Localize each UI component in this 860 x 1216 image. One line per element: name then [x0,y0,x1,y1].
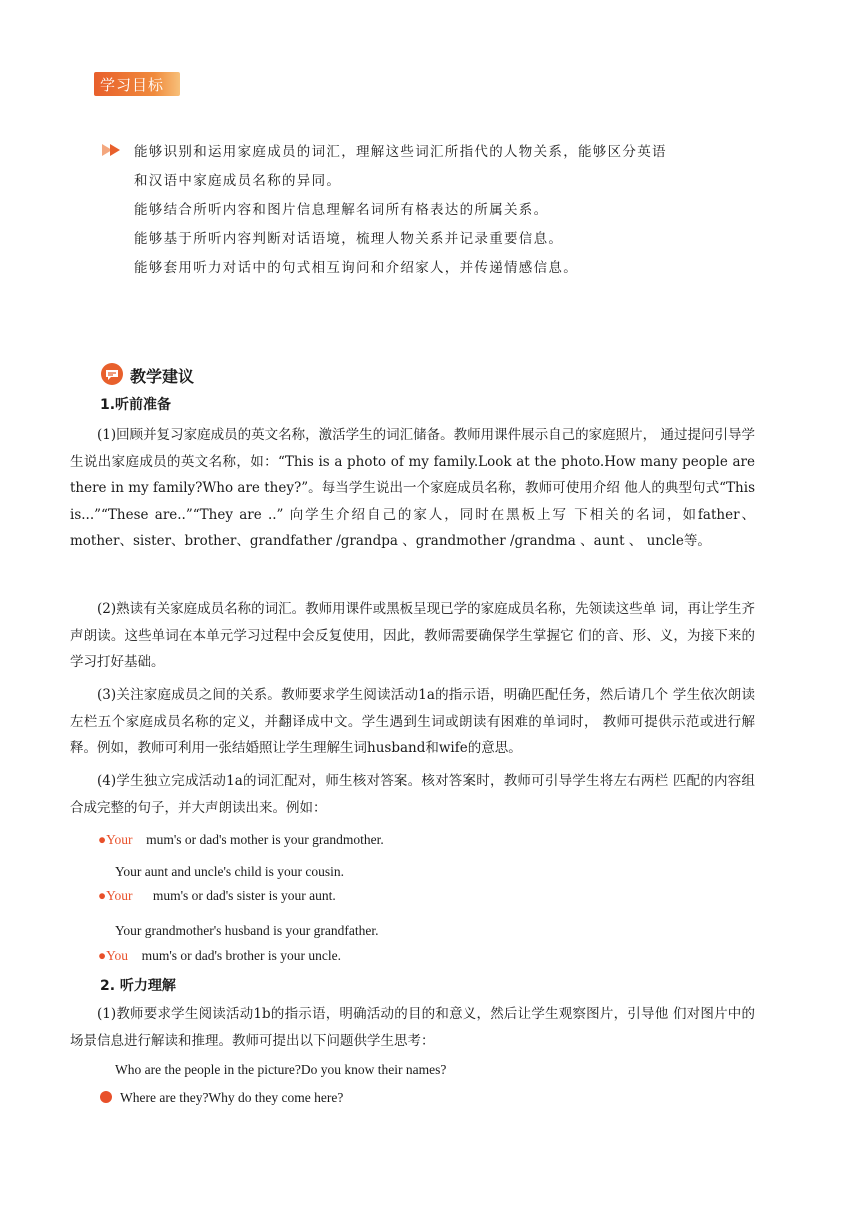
heading-listening: 2. 听力理解 [100,978,176,994]
example-item-5 [98,948,341,964]
example-lead: Your [106,832,133,847]
objective-line-5: 能够套用听力对话中的句式相互询问和介绍家人，并传递情感信息。 [134,260,578,276]
objective-line-1: 能够识别和运用家庭成员的词汇，理解这些词汇所指代的人物关系，能够区分英语 [134,144,667,160]
bullet-dot: ● [98,832,107,847]
heading-pre-listening: 1.听前准备 [100,397,172,413]
bullet-dot: ● [98,948,107,963]
chat-bubble-icon [100,362,124,386]
example-rest: mum's or dad's brother is your uncle. [141,948,342,963]
paragraph-3-text: (3)关注家庭成员之间的关系。教师要求学生阅读活动1a的指示语，明确匹配任务，然后请几个 学生依次朗读左栏五个家庭成员名称的定义，并翻译成中文。学生遇到生词或朗读有困难的单词时， 教师可提供示范或进行解释。例如，教师可利用一张结婚照让学生理解生词husband和wife的意思。 [70,687,755,756]
example-rest: mum's or dad's mother is your grandmother. [146,832,384,847]
question-2-text: Where are they?Why do they come here? [120,1090,344,1105]
objective-line-3: 能够结合所听内容和图片信息理解名词所有格表达的所属关系。 [134,202,549,218]
paragraph-4 [70,768,755,821]
example-lead: Your [106,888,133,903]
bullet-dot: ● [98,888,107,903]
example-item-1 [98,832,384,848]
paragraph-3 [70,682,755,762]
example-item-4 [115,923,379,939]
paragraph-2 [70,596,755,676]
question-1: Who are the people in the picture?Do you know their names? [115,1062,447,1077]
example-rest: Your grandmother's husband is your grandfather. [115,923,379,938]
objective-line-2: 和汉语中家庭成员名称的异同。 [134,173,342,189]
arrow-bullet-icon [102,144,124,156]
bullet-dot-icon [100,1091,112,1103]
paragraph-5 [70,1001,755,1054]
objective-line-4: 能够基于所听内容判断对话语境，梳理人物关系并记录重要信息。 [134,231,564,247]
section-title: 教学建议 [130,367,195,386]
objectives-badge-label: 学习目标 [100,76,165,94]
objectives-badge [94,72,180,96]
example-rest: mum's or dad's sister is your aunt. [152,888,336,903]
example-rest: Your aunt and uncle's child is your cousin. [115,864,345,879]
paragraph-5-text: (1)教师要求学生阅读活动1b的指示语，明确活动的目的和意义，然后让学生观察图片，引导他 们对图片中的场景信息进行解读和推理。教师可提出以下问题供学生思考： [70,1006,755,1049]
example-item-2 [115,864,344,880]
paragraph-4-text: (4)学生独立完成活动1a的词汇配对，师生核对答案。核对答案时，教师可引导学生将左右两栏 匹配的内容组合成完整的句子，并大声朗读出来。例如： [70,773,755,816]
paragraph-2-text: (2)熟读有关家庭成员名称的词汇。教师用课件或黑板呈现已学的家庭成员名称，先领读这些单 词，再让学生齐声朗读。这些单词在本单元学习过程中会反复使用，因此，教师需要确保学生掌握它 们的音、形、义，为接下来的学习打好基础。 [70,601,755,670]
example-item-3 [98,888,336,904]
paragraph-1-text: (1)回顾并复习家庭成员的英文名称，激活学生的词汇储备。教师用课件展示自己的家庭照片， 通过提问引导学生说出家庭成员的英文名称，如：“This is a photo of my family.Look at the photo.How many people are there in my family?Who are they?”。每当学生说出一个家庭成员名称，教师可使用介绍 他人的典型句式“This is...”“These are..”“They are ..” 向学生介绍自己的家人，同时在黑板上写 下相关的名词，如father、mother、sister、brother、grandfather /grandpa 、grandmother /grandma 、aunt 、 uncle等。 [70,427,755,549]
paragraph-1 [70,422,755,555]
example-lead: You [106,948,129,963]
question-2 [100,1090,343,1106]
